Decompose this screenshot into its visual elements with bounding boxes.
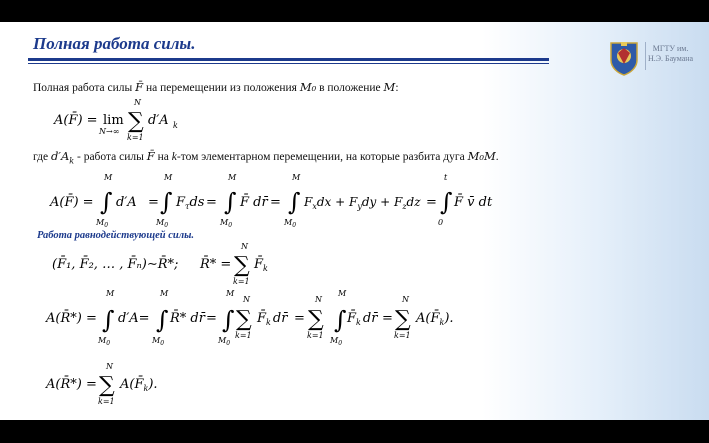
note-text [33, 149, 499, 165]
f2-int5-sign: ∫ [440, 188, 453, 216]
f4-int4-sign: ∫ [334, 306, 347, 334]
f4-term4: $F̄_k$ dr̄ [347, 311, 378, 327]
intro-var-end: M [383, 80, 396, 94]
intro-var-start: M₀ [299, 80, 317, 94]
note-var-work-sub: k [69, 156, 75, 166]
f4-sum2-sign: ∑ [308, 307, 324, 332]
f5-lhs: A(R̄*) = [46, 377, 97, 392]
f3-sum-top: N [241, 242, 248, 251]
f2-eq4: = [426, 195, 437, 210]
f2-int1-upper: M [104, 173, 113, 182]
f4-int1-upper: M [106, 289, 115, 298]
f1-body-sub: k [173, 121, 178, 130]
f5-sum-sign: ∑ [99, 373, 115, 398]
f2-term3: F̄ dr̄ [240, 195, 268, 210]
f4-term5: $A(F̄_k)$. [416, 311, 454, 327]
f4-int4-upper: M [338, 289, 347, 298]
f5-body: $A(F̄_k)$. [120, 377, 158, 393]
f3-set: (F̄₁, F̄₂, … , F̄ₙ)∼R̄*; [52, 257, 179, 272]
formula-limit-sum [48, 94, 248, 144]
f5-sum-bot: k=1 [98, 397, 115, 406]
f2-lhs: A(F̄) = [50, 195, 94, 210]
note-var-arc: M₀M [467, 149, 496, 163]
f4-eq3: = [382, 311, 393, 326]
f4-sum1-bot: k=1 [235, 331, 252, 340]
intro-mid: на перемещении из положения [143, 82, 300, 94]
f2-int2-sign: ∫ [160, 188, 173, 216]
f4-int2-sign: ∫ [156, 306, 169, 334]
f1-lim-sub: N→∞ [99, 127, 120, 136]
f1-body: d′A [148, 113, 169, 128]
intro-mid2: в положение [316, 82, 384, 94]
f2-int4-upper: M [292, 173, 301, 182]
institution-label [648, 44, 693, 64]
f4-int4-lower: $M_0$ [330, 336, 343, 347]
slide [0, 22, 709, 420]
f4-int1-lower: $M_0$ [98, 336, 111, 347]
note-prefix: где [33, 151, 51, 163]
f1-sum-top: N [134, 98, 141, 107]
f2-int2-lower: $M_0$ [156, 218, 169, 229]
f4-int1-sign: ∫ [102, 306, 115, 334]
formula-resultant-work [40, 288, 480, 358]
f4-int3-lower: $M_0$ [218, 336, 231, 347]
f2-int4-sign: ∫ [288, 188, 301, 216]
title-rule-thick [28, 58, 549, 61]
f4-sum2-bot: k=1 [307, 331, 324, 340]
intro-prefix: Полная работа силы [33, 82, 136, 94]
note-k: k [171, 151, 177, 163]
note-mid2: на [154, 151, 172, 163]
f4-term3: $F̄_k$ dr̄ [257, 311, 288, 327]
f2-int4-lower: $M_0$ [284, 218, 297, 229]
f1-sum-sign: ∑ [128, 109, 144, 134]
note-var-work: d′A [50, 149, 70, 163]
f4-term1: d′A= [118, 311, 150, 326]
f2-int5-upper: t [444, 173, 448, 182]
subheading-resultant: Работа равнодействующей силы. [37, 230, 195, 241]
f2-int3-upper: M [228, 173, 237, 182]
f2-term5: F̄ v̄ dt [454, 195, 493, 210]
f2-int5-lower: 0 [438, 218, 444, 227]
f4-sum1-sign: ∑ [236, 307, 252, 332]
note-mid3: -том элементарном перемещении, на которые разбита дуга [176, 151, 468, 163]
f1-sum-bot: k=1 [127, 133, 144, 142]
f4-int3-upper: M [226, 289, 235, 298]
f4-eq2: = [294, 311, 305, 326]
intro-suffix: : [395, 82, 399, 94]
f4-int3-sign: ∫ [222, 306, 235, 334]
f2-eq2: = [206, 195, 217, 210]
slide-title: Полная работа силы. [33, 34, 196, 53]
formula-resultant [48, 238, 288, 294]
f2-term2: $F_\tau ds$ [176, 195, 205, 211]
institution-divider [645, 42, 646, 70]
f4-sum3-sign: ∑ [395, 307, 411, 332]
f2-term4: $F_xdx + F_ydy + F_zdz$ [304, 195, 421, 211]
f2-eq1: = [148, 195, 159, 210]
formula-line-integral [40, 168, 500, 238]
f4-lhs: A(R̄*) = [46, 311, 97, 326]
f4-sum2-top: N [315, 295, 322, 304]
f5-sum-top: N [106, 362, 113, 371]
institution-line1: МГТУ им. [652, 44, 689, 53]
institution-line2: Н.Э. Баумана [648, 54, 694, 63]
intro-var-force: F̄ [135, 80, 144, 94]
f2-term1: d′A [116, 195, 137, 210]
f3-sum-bot: k=1 [233, 277, 250, 286]
f4-eq1: = [206, 311, 217, 326]
formula-resultant-sum [40, 358, 240, 414]
f3-sum-sign: ∑ [234, 253, 250, 278]
f1-lim: lim [103, 113, 124, 128]
f4-sum1-top: N [243, 295, 250, 304]
f3-lhs: R̄* = [200, 257, 232, 272]
f1-lhs: A(F̄) = [54, 113, 98, 128]
f4-sum3-top: N [402, 295, 409, 304]
university-crest-icon [608, 40, 640, 76]
title-rule-thin [28, 63, 549, 64]
note-suffix: . [495, 151, 499, 163]
f4-int2-upper: M [160, 289, 169, 298]
f2-int3-sign: ∫ [224, 188, 237, 216]
f2-int1-sign: ∫ [100, 188, 113, 216]
note-var-force: F̄ [146, 149, 155, 163]
f2-int2-upper: M [164, 173, 173, 182]
f4-sum3-bot: k=1 [394, 331, 411, 340]
f2-eq3: = [270, 195, 281, 210]
f4-int2-lower: $M_0$ [152, 336, 165, 347]
f2-int3-lower: $M_0$ [220, 218, 233, 229]
f4-term2: R̄* dr̄ [170, 311, 205, 326]
intro-text [33, 80, 399, 94]
f3-body: $F̄_k$ [254, 257, 268, 273]
f2-int1-lower: $M_0$ [96, 218, 109, 229]
note-mid: - работа силы [74, 151, 147, 163]
